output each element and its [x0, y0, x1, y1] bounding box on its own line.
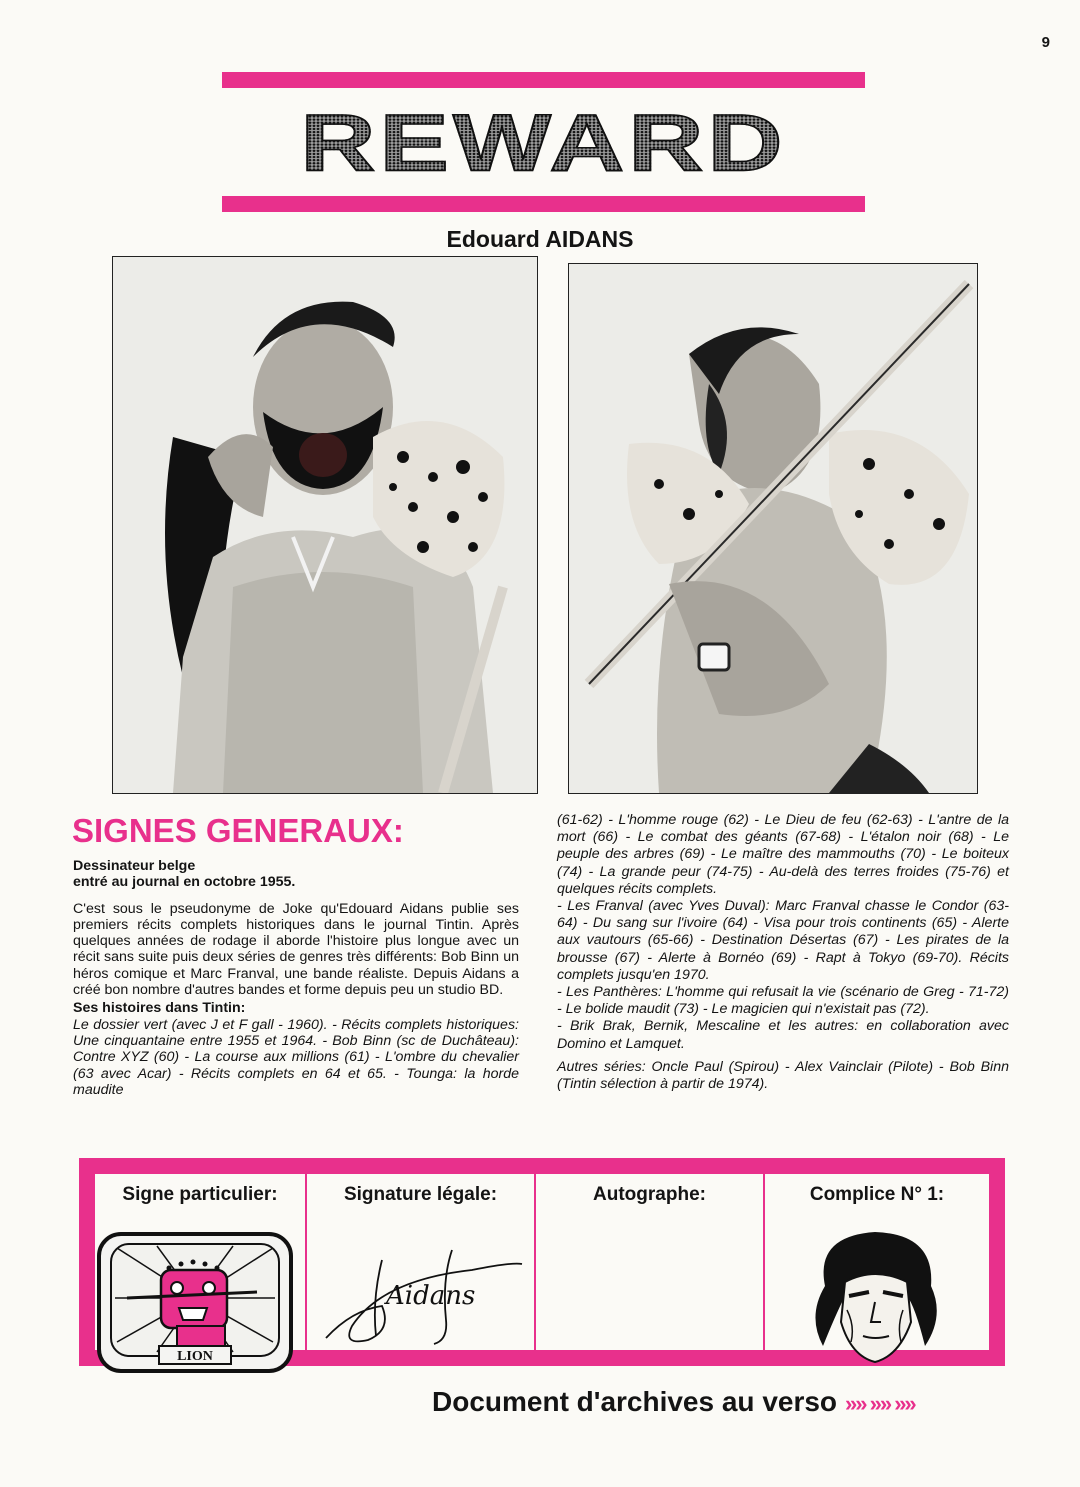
portrait-laughing-photo: [112, 256, 538, 794]
right-text-column: [557, 812, 1009, 1093]
signature-text: Aidans: [386, 1281, 476, 1311]
brik-paragraph: - Brik Brak, Bernik, Mescaline et les autres: en collaboration avec Domino et Lamquet.: [557, 1018, 1009, 1052]
signes-generaux-heading: SIGNES GENERAUX:: [72, 812, 404, 849]
banner-bottom-bar: [222, 196, 865, 212]
portrait-profile-spear-photo: [568, 263, 978, 794]
lead-line-1: Dessinateur belge: [73, 858, 196, 874]
lead-line-2: entré au journal en octobre 1955.: [73, 874, 296, 891]
cell-label: Autographe:: [593, 1184, 706, 1205]
cell-label: Complice N° 1:: [809, 1184, 945, 1205]
franval-paragraph: - Les Franval (avec Yves Duval): Marc Franval chasse le Condor (63-64) - Du sang sur l'ivoire (64) - Visa pour trois continents (65) - Alerte aux vautours (65-66) - Destination Désertas (67) - Les pirates de la brousse (67) - Alerte à Bornéo (69) - Rapt à Tokyo (69-70). Récits complets jusqu'en 1970.: [557, 898, 1009, 983]
footer-archives: [432, 1386, 915, 1418]
cell-label: Signature légale:: [343, 1184, 498, 1205]
arrows-icon: »» »» »»: [845, 1391, 915, 1416]
tv-lion-icon: [97, 1232, 293, 1373]
signature-image: [322, 1240, 528, 1350]
stories-paragraph: Le dossier vert (avec J et F gall - 1960). - Récits complets historiques: Une cinquantaine entre 1955 et 1964. - Bob Binn (sc de Duchâteau): Contre XYZ (60) - La course aux millions (61) - L'ombre du chevalier (63 avec Acar) - Récits complets en 64 et 65. - Tounga: la horde maudite: [73, 1016, 519, 1098]
stories-heading: Ses histoires dans Tintin:: [73, 1000, 246, 1017]
tv-caption: LION: [177, 1349, 213, 1364]
banner-top-bar: [222, 72, 865, 88]
complice-portrait-icon: [795, 1226, 955, 1366]
subject-name: Edouard AIDANS: [446, 226, 634, 252]
cell-label: Signe particulier:: [122, 1184, 278, 1205]
footer-text: Document d'archives au verso: [432, 1386, 838, 1417]
cell-autographe: [536, 1174, 765, 1350]
autres-paragraph: Autres séries: Oncle Paul (Spirou) - Alex Vainclair (Pilote) - Bob Binn (Tintin sélection à partir de 1974).: [557, 1058, 1009, 1093]
reward-banner: [222, 88, 865, 198]
reward-title: REWARD: [300, 97, 787, 189]
pantheres-paragraph: - Les Panthères: L'homme qui refusait la vie (scénario de Greg - 71-72) - Le bolide maudit (73) - Le magicien qui n'existait pas (72).: [557, 984, 1009, 1018]
stories-continued: (61-62) - L'homme rouge (62) - Le Dieu de feu (62-63) - L'antre de la mort (66) - Le combat des géants (67-68) - L'étalon noir (68) - Le peuple des arbres (69) - Le maître des mammouths (70) - Le boiteux (74) - La grande peur (74-75) - Au-delà des terres froides (75-76) et quelques récits complets.: [557, 812, 1009, 897]
page-number: 9: [1041, 34, 1050, 51]
left-text-column: [73, 858, 519, 1098]
bio-paragraph: C'est sous le pseudonyme de Joke qu'Edouard Aidans publie ses premiers récits complets historiques dans le journal Tintin. Après quelques années de rodage il aborde l'histoire plus longue avec un récit sans suite puis deux séries de genres très différents: Bob Binn un héros comique et Marc Franval, une bande réaliste. Depuis Aidans a créé bon nombre d'autres bandes et forme depuis peu un studio BD.: [73, 900, 519, 999]
